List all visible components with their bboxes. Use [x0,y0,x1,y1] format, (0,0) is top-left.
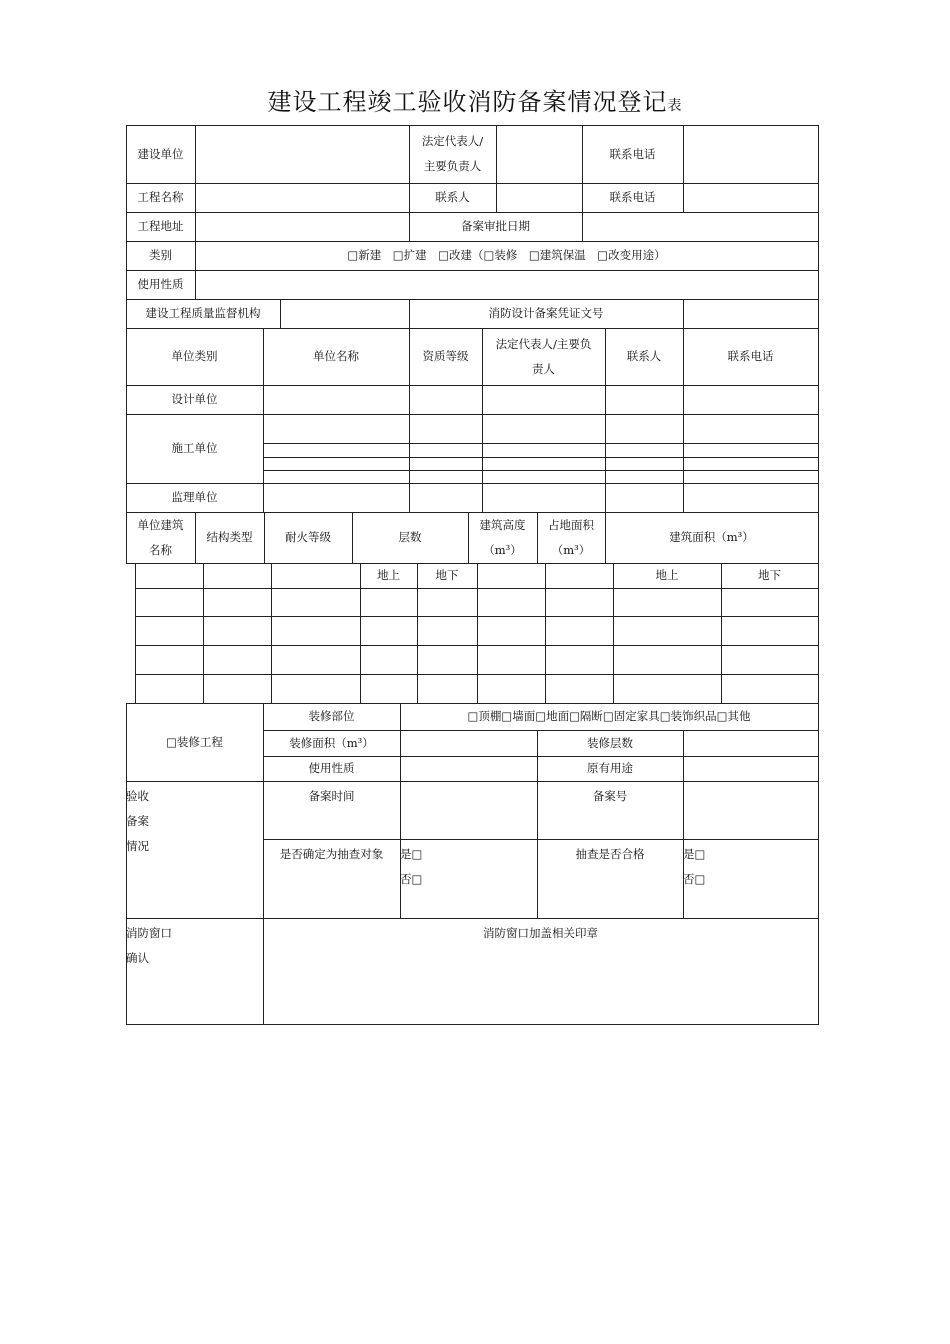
header-height [468,512,537,563]
header-structure: 结构类型 [206,530,253,544]
label-build-unit: 建设单位 [137,146,184,161]
label-category: 类别 [149,248,172,262]
grid-line-h [263,457,819,458]
project-address-field[interactable] [195,212,409,241]
header-legal-2: 责人 [532,361,555,376]
label-record-time: 备案时间 [308,789,355,803]
fire-window-seal: 消防窗口加盖相关印章 [483,926,598,940]
label-decoration-use: 使用性质 [308,761,355,775]
height-1: 建筑高度 [479,517,526,532]
sub-below-ground: 地下 [435,568,459,582]
header-grade: 资质等级 [422,349,469,363]
label-original-use: 原有用途 [587,761,633,775]
header-floors: 层数 [398,530,422,544]
header-fire-rating: 耐火等级 [285,530,331,544]
contact-field[interactable] [496,183,582,212]
label-qualified: 抽查是否合格 [575,847,645,861]
label-decoration[interactable]: □装修工程 [166,734,223,749]
label-acceptance [126,781,263,918]
header-building-area: 建筑面积（m³） [669,530,754,544]
grid-line-v [409,385,410,513]
land-1: 占地面积 [548,517,594,532]
header-land-area [537,512,605,563]
grid-line-v [203,563,204,704]
acceptance-l3: 情况 [126,839,149,853]
grid-line-v [818,125,819,1025]
label-decoration-floors: 装修层数 [587,735,633,750]
legal-rep-field[interactable] [496,125,582,183]
title-main: 建设工程竣工验收消防备案情况登记 [267,88,668,116]
label-record-number: 备案号 [592,789,628,803]
height-2: （m³） [483,542,522,557]
label-quality-org: 建设工程质量监督机构 [145,306,261,320]
header-building-name [126,512,195,563]
legal-rep-line2: 主要负责人 [423,159,482,173]
grid-line-h [126,1024,819,1025]
label-design-unit: 设计单位 [171,392,218,406]
building-name-2: 名称 [149,542,172,557]
label-phone: 联系电话 [609,146,656,161]
header-unit-type: 单位类别 [171,349,218,363]
use-nature-field[interactable] [195,270,818,299]
grid-line-h [263,443,819,444]
label-use-nature: 使用性质 [137,277,184,291]
grid-line-v [545,563,546,704]
header-unit-name: 单位名称 [313,349,359,363]
label-project-name: 工程名称 [137,190,184,204]
qualified-choice[interactable] [683,839,818,918]
label-fire-window [126,918,263,1024]
spot-yes[interactable]: 是□ [400,847,423,861]
label-supervision-unit: 监理单位 [171,490,218,504]
sub-area-above: 地上 [655,568,679,582]
label-decoration-area: 装修面积（m³） [289,735,374,750]
fire-window-l1: 消防窗口 [126,926,172,940]
approval-date-field[interactable] [582,212,818,241]
fire-window-l2: 确认 [126,951,149,965]
title-suffix: 表 [667,98,683,114]
legal-rep-line1: 法定代表人/ [421,134,484,148]
qualified-yes[interactable]: 是□ [683,847,706,861]
building-name-1: 单位建筑 [137,517,184,532]
build-unit-field[interactable] [195,125,409,183]
project-name-field[interactable] [195,183,409,212]
sub-area-below: 地下 [758,568,781,582]
quality-org-field[interactable] [280,299,409,328]
form-title [0,82,950,117]
label-approval-date: 备案审批日期 [461,219,530,233]
sub-above-ground: 地上 [377,568,400,582]
phone2-field[interactable] [683,183,818,212]
fire-design-doc-field[interactable] [683,299,818,328]
acceptance-l2: 备案 [126,814,149,828]
label-decoration-part: 装修部位 [308,709,355,723]
spot-no[interactable]: 否□ [400,872,423,886]
grid-line-v [271,563,272,704]
grid-line-v [683,730,684,782]
grid-line-v [477,563,478,704]
spot-check-choice[interactable] [400,839,537,918]
label-spot-check: 是否确定为抽查对象 [279,847,384,861]
label-fire-design-doc: 消防设计备案凭证文号 [488,306,604,320]
qualified-no[interactable]: 否□ [683,872,706,886]
grid-line-v [683,385,684,513]
label-contact: 联系人 [435,190,470,204]
label-construction-unit: 施工单位 [171,441,218,455]
label-legal-rep [409,125,496,183]
header-legal-1: 法定代表人/主要负 [495,336,592,351]
label-phone2: 联系电话 [609,190,656,204]
phone-field[interactable] [683,125,818,183]
label-project-address: 工程地址 [137,219,184,233]
header-contact: 联系人 [626,349,662,363]
header-phone: 联系电话 [727,349,774,363]
grid-line-h [263,470,819,471]
grid-line-v [135,563,136,704]
header-legal [482,328,605,385]
decoration-part-options[interactable]: □顶棚□墙面□地面□隔断□固定家具□装饰织品□其他 [467,709,751,723]
acceptance-l1: 验收 [126,789,149,803]
category-options[interactable]: □新建 □扩建 □改建（□装修 □建筑保温 □改变用途） [347,248,666,262]
land-2: （m³） [551,542,591,557]
